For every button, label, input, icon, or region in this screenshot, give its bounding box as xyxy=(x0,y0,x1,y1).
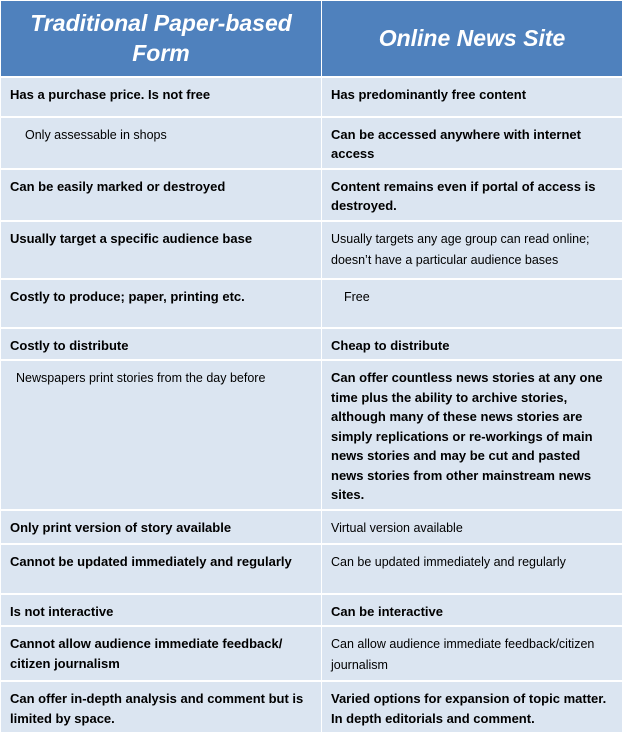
table-row xyxy=(1,544,622,594)
cell-paper: Is not interactive xyxy=(1,594,322,627)
cell-online: Can be updated immediately and regularly xyxy=(322,544,622,594)
cell-online: Can be interactive xyxy=(322,594,622,627)
cell-paper: Can be easily marked or destroyed xyxy=(1,169,322,221)
table-row xyxy=(1,117,622,169)
table-row xyxy=(1,360,622,510)
cell-paper: Only print version of story available xyxy=(1,510,322,544)
cell-online: Has predominantly free content xyxy=(322,77,622,117)
table-row xyxy=(1,681,622,733)
table-row xyxy=(1,169,622,221)
cell-online: Can allow audience immediate feedback/citizen journalism xyxy=(322,626,622,681)
cell-online: Free xyxy=(322,279,622,328)
header-row xyxy=(1,1,622,77)
cell-online: Virtual version available xyxy=(322,510,622,544)
cell-paper: Newspapers print stories from the day before xyxy=(1,360,322,510)
header-paper-form: Traditional Paper-based Form xyxy=(1,1,322,77)
table-row xyxy=(1,510,622,544)
cell-paper: Can offer in-depth analysis and comment but is limited by space. xyxy=(1,681,322,733)
cell-online: Varied options for expansion of topic matter. In depth editorials and comment. xyxy=(322,681,622,733)
cell-online: Usually targets any age group can read online; doesn’t have a particular audience bases xyxy=(322,221,622,279)
table-row xyxy=(1,328,622,361)
cell-paper: Cannot be updated immediately and regularly xyxy=(1,544,322,594)
header-online-news: Online News Site xyxy=(322,1,622,77)
cell-paper: Usually target a specific audience base xyxy=(1,221,322,279)
table-row xyxy=(1,626,622,681)
cell-online: Can be accessed anywhere with internet access xyxy=(322,117,622,169)
cell-paper: Only assessable in shops xyxy=(1,117,322,169)
table-row xyxy=(1,594,622,627)
cell-online: Can offer countless news stories at any one time plus the ability to archive stories, although many of these news stories are simply replications or re-workings of main news stories and may be cut and pasted news stories from other mainstream news sites. xyxy=(322,360,622,510)
table-row xyxy=(1,279,622,328)
cell-online: Content remains even if portal of access is destroyed. xyxy=(322,169,622,221)
cell-online: Cheap to distribute xyxy=(322,328,622,361)
cell-paper: Cannot allow audience immediate feedback/ citizen journalism xyxy=(1,626,322,681)
cell-paper: Has a purchase price. Is not free xyxy=(1,77,322,117)
table-row xyxy=(1,77,622,117)
cell-paper: Costly to produce; paper, printing etc. xyxy=(1,279,322,328)
cell-paper: Costly to distribute xyxy=(1,328,322,361)
table-row xyxy=(1,221,622,279)
